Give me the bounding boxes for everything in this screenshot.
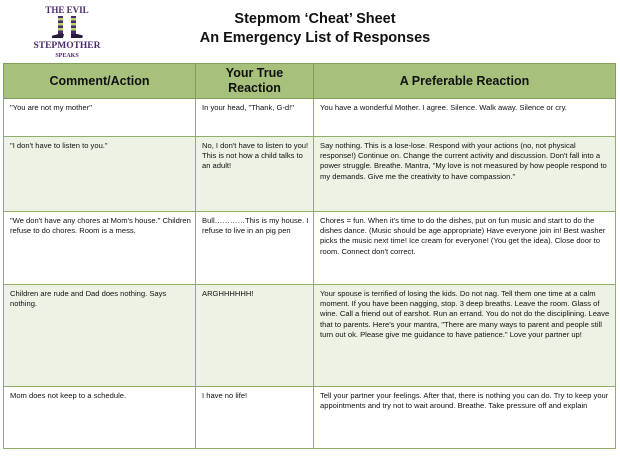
table-row (4, 285, 616, 387)
header-comment: Comment/Action (4, 64, 196, 99)
header-preferable-reaction: A Preferable Reaction (314, 64, 616, 99)
title-line2: An Emergency List of Responses (199, 30, 431, 46)
striped-legs-icon (52, 16, 83, 38)
cell-preferable: Tell your partner your feelings. After that, there is nothing you can do. Try to keep your appointments and try not to wait around. Breathe. Take pressure off and explain (314, 387, 616, 449)
cell-comment: Children are rude and Dad does nothing. Says nothing. (4, 285, 196, 387)
cell-comment: "We don't have any chores at Mom's house." Children refuse to do chores. Room is a mess. (4, 212, 196, 285)
cell-comment: "You are not my mother" (4, 99, 196, 137)
cell-comment: "I don't have to listen to you." (4, 137, 196, 212)
cell-preferable: Say nothing. This is a lose-lose. Respond with your actions (no, not physical response!) Continue on. Change the current activity and discussion. Don't fall into a power struggle. Breathe. Mantra, "My love is not measured by how people respond to my demands. Give me the creativity to have compassion." (314, 137, 616, 212)
cell-preferable: Your spouse is terrified of losing the kids. Do not nag. Tell them one time at a calm moment. If you have been nagging, stop. 3 deep breaths. Leave the room. Glass of wine. Call a friend out of earshot. Run an errand. You do not do the disciplining. Leave that to parents. Here's your mantra, "There are many ways to parent and people still turn out ok. Please give me guidance to have patience." Love your partner up! (314, 285, 616, 387)
header-true-reaction: Your True Reaction (196, 64, 314, 99)
cell-true-reaction: Bull…………This is my house. I refuse to live in an pig pen (196, 212, 314, 285)
cell-true-reaction: No, I don't have to listen to you! This is not how a child talks to an adult! (196, 137, 314, 212)
title-line1: Stepmom ‘Cheat’ Sheet (234, 11, 396, 27)
logo (22, 2, 112, 62)
cell-preferable: You have a wonderful Mother. I agree. Silence. Walk away. Silence or cry. (314, 99, 616, 137)
logo-line3: SPEAKS (55, 53, 79, 59)
header-row (4, 64, 616, 99)
table-row (4, 212, 616, 285)
cell-true-reaction: ARGHHHHHH! (196, 285, 314, 387)
logo-line1: THE EVIL (45, 5, 89, 15)
cell-comment: Mom does not keep to a schedule. (4, 387, 196, 449)
table-row (4, 387, 616, 449)
cell-true-reaction: I have no life! (196, 387, 314, 449)
evil-stepmother-logo (22, 2, 112, 62)
responses-table (3, 63, 616, 449)
cell-true-reaction: In your head, "Thank, G-d!" (196, 99, 314, 137)
page-title (150, 10, 480, 48)
cell-preferable: Chores = fun. When it's time to do the dishes, put on fun music and start to do the dishes dance. (Music should be age appropriate) Have everyone join in! Best washer picks the music next time! Ice cream for everyone! (You get the idea). Close door to room. Connect don't correct. (314, 212, 616, 285)
logo-line2: STEPMOTHER (33, 41, 101, 51)
table-row (4, 137, 616, 212)
table-row (4, 99, 616, 137)
